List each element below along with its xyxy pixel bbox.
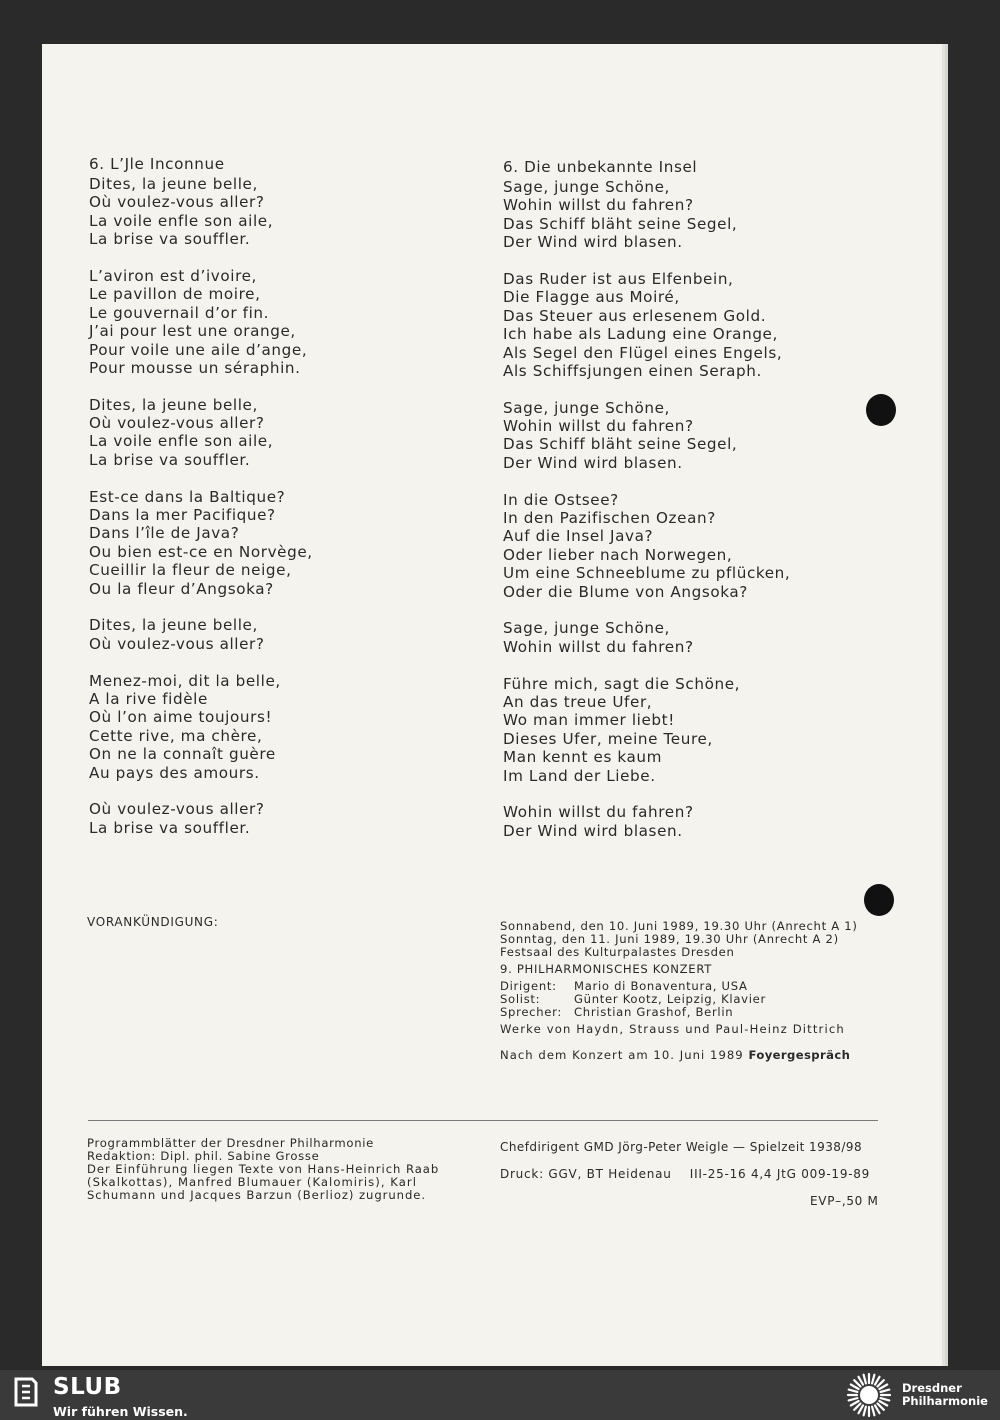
german-poem-line: Als Segel den Flügel eines Engels,: [503, 343, 783, 362]
french-poem-line: J’ai pour lest une orange,: [89, 322, 296, 341]
german-poem-line: Ich habe als Ladung eine Orange,: [503, 325, 778, 344]
date-line-2: Sonntag, den 11. Juni 1989, 19.30 Uhr (Anrecht A 2): [500, 932, 839, 946]
german-poem-stanza: [503, 619, 790, 656]
french-poem-line: Pour voile une aile d’ange,: [89, 340, 308, 359]
german-poem-line: In die Ostsee?: [503, 490, 619, 509]
french-poem-line: Au pays des amours.: [89, 763, 260, 782]
french-poem-line: Où voulez-vous aller?: [89, 414, 265, 433]
starburst-ray: [854, 1404, 860, 1410]
colophon-line-4: (Skalkottas), Manfred Blumauer (Kalomiris), Karl: [87, 1175, 417, 1189]
german-poem-line: Wohin willst du fahren?: [503, 637, 694, 656]
french-poem-line: Dites, la jeune belle,: [89, 395, 258, 414]
punch-hole-top: [866, 394, 896, 426]
german-poem-line: Um eine Schneeblume zu pflücken,: [503, 564, 791, 583]
german-poem-line: Wohin willst du fahren?: [503, 196, 694, 215]
starburst-ray: [879, 1401, 887, 1406]
punch-hole-bottom: [864, 884, 894, 916]
french-poem-line: Où l’on aime toujours!: [89, 708, 273, 727]
french-poem-stanza: [89, 175, 313, 249]
french-poem-line: Est-ce dans la Baltique?: [89, 487, 286, 506]
solist-value: Günter Kootz, Leipzig, Klavier: [574, 992, 766, 1006]
german-poem-stanza: [503, 178, 790, 252]
german-poem-line: Sage, junge Schöne,: [503, 178, 670, 196]
german-poem-line: An das treue Ufer,: [503, 692, 653, 711]
german-poem-line: Führe mich, sagt die Schöne,: [503, 674, 741, 693]
french-poem-line: Ou la fleur d’Angsoka?: [89, 579, 274, 598]
french-poem-line: A la rive fidèle: [89, 689, 208, 708]
french-poem-stanza: [89, 488, 313, 598]
french-poem-line: La brise va souffler.: [89, 230, 251, 249]
french-poem-line: On ne la connaît guère: [89, 745, 276, 764]
french-poem-line: Dites, la jeune belle,: [89, 616, 258, 635]
divider-rule: [88, 1120, 878, 1121]
solist-label: Solist:: [500, 992, 541, 1006]
german-poem-line: Oder die Blume von Angsoka?: [503, 582, 748, 601]
foyer-talk: Foyergespräch: [748, 1048, 851, 1062]
french-poem-line: Cueillir la fleur de neige,: [89, 561, 292, 580]
french-poem-line: La voile enfle son aile,: [89, 432, 274, 451]
after-concert-line: [500, 1049, 858, 1062]
french-poem-line: Le pavillon de moire,: [89, 285, 261, 304]
starburst-ray: [849, 1390, 858, 1392]
french-poem-line: Dans la mer Pacifique?: [89, 506, 276, 525]
starburst-ray: [879, 1385, 887, 1390]
price: EVP–,50 M: [810, 1194, 879, 1208]
starburst-ray: [864, 1407, 866, 1416]
french-poem-title: 6. L’Jle Inconnue: [89, 155, 225, 173]
announcement-label: VORANKÜNDIGUNG:: [87, 915, 219, 929]
german-poem-line: Auf die Insel Java?: [503, 527, 654, 546]
french-poem-line: Le gouvernail d’or fin.: [89, 303, 270, 322]
german-poem-line: Das Schiff bläht seine Segel,: [503, 435, 738, 454]
dirigent-value: Mario di Bonaventura, USA: [574, 979, 748, 993]
date-line-1: Sonnabend, den 10. Juni 1989, 19.30 Uhr (Anrecht A 1): [500, 919, 858, 933]
german-poem-stanza: [503, 270, 790, 380]
german-poem-line: Im Land der Liebe.: [503, 766, 656, 785]
french-poem-stanza: [89, 616, 313, 653]
german-poem-stanza: [503, 399, 790, 473]
starburst-logo-icon: [841, 1372, 897, 1418]
french-poem-line: Menez-moi, dit la belle,: [89, 671, 281, 690]
starburst-ray: [881, 1398, 890, 1400]
french-poem-line: Ou bien est-ce en Norvège,: [89, 542, 313, 561]
starburst-ray: [854, 1380, 860, 1386]
venue: Festsaal des Kulturpalastes Dresden: [500, 945, 735, 959]
french-poem-line: Pour mousse un séraphin.: [89, 358, 301, 377]
starburst-ray: [851, 1385, 859, 1390]
colophon-line-2: Redaktion: Dipl. phil. Sabine Grosse: [87, 1149, 320, 1163]
german-poem-line: Der Wind wird blasen.: [503, 453, 683, 472]
starburst-ray: [878, 1404, 884, 1410]
german-poem-line: Das Ruder ist aus Elfenbein,: [503, 269, 734, 288]
starburst-ray: [851, 1401, 859, 1406]
works-line: Werke von Haydn, Strauss und Paul-Heinz Dittrich: [500, 1022, 845, 1036]
french-poem-line: Dans l’île de Java?: [89, 524, 240, 543]
french-poem-line: La brise va souffler.: [89, 818, 251, 837]
starburst-ray: [872, 1407, 874, 1416]
chief-conductor-line: Chefdirigent GMD Jörg-Peter Weigle — Spielzeit 1938/98: [500, 1140, 863, 1154]
sprecher-label: Sprecher:: [500, 1005, 562, 1019]
slub-tagline: Wir führen Wissen.: [53, 1404, 188, 1419]
starburst-ray: [849, 1398, 858, 1400]
german-poem-stanza: [503, 675, 790, 785]
announcement-details: [500, 920, 858, 1062]
starburst-ray: [864, 1375, 866, 1384]
slub-name: SLUB: [53, 1374, 122, 1400]
german-poem-stanza: [503, 491, 790, 601]
starburst-ray: [881, 1390, 890, 1392]
starburst-ray: [875, 1405, 880, 1413]
french-poem-line: La brise va souffler.: [89, 450, 251, 469]
colophon-line-1: Programmblätter der Dresdner Philharmonie: [87, 1136, 375, 1150]
german-poem-line: Sage, junge Schöne,: [503, 398, 670, 417]
sprecher-row: [500, 1006, 858, 1019]
german-poem-line: Das Schiff bläht seine Segel,: [503, 214, 738, 233]
german-poem-line: Man kennt es kaum: [503, 748, 663, 767]
german-poem-line: Als Schiffsjungen einen Seraph.: [503, 361, 762, 380]
french-poem-line: Où voulez-vous aller?: [89, 634, 265, 653]
french-poem-line: L’aviron est d’ivoire,: [89, 266, 257, 285]
german-poem-line: Der Wind wird blasen.: [503, 233, 683, 252]
french-poem: [89, 153, 313, 837]
french-poem-line: La voile enfle son aile,: [89, 211, 274, 230]
partner-line-2: Philharmonie: [902, 1394, 988, 1408]
colophon-left: [87, 1137, 439, 1202]
german-poem-line: Die Flagge aus Moiré,: [503, 288, 680, 307]
print-line: Druck: GGV, BT Heidenau III-25-16 4,4 JtG 009-19-89: [500, 1167, 871, 1181]
partner-line-1: Dresdner: [902, 1381, 962, 1395]
german-poem-line: Wohin willst du fahren?: [503, 417, 694, 436]
german-poem-line: Das Steuer aus erlesenem Gold.: [503, 306, 767, 325]
german-poem-line: Oder lieber nach Norwegen,: [503, 545, 733, 564]
french-poem-line: Où voulez-vous aller?: [89, 193, 265, 212]
slub-logo-icon: [12, 1377, 40, 1407]
french-poem-line: Cette rive, ma chère,: [89, 726, 263, 745]
german-poem-line: Wohin willst du fahren?: [503, 803, 694, 822]
colophon-line-3: Der Einführung liegen Texte von Hans-Heinrich Raab: [87, 1162, 440, 1176]
after-concert-text: Nach dem Konzert am 10. Juni 1989: [500, 1048, 744, 1062]
german-poem-line: Wo man immer liebt!: [503, 711, 675, 730]
footer-bar: [0, 1370, 1000, 1420]
french-poem-line: Où voulez-vous aller?: [89, 800, 265, 819]
starburst-ray: [859, 1377, 864, 1385]
starburst-ray: [859, 1405, 864, 1413]
french-poem-stanza: [89, 267, 313, 377]
starburst-ray: [878, 1380, 884, 1386]
german-poem-title: 6. Die unbekannte Insel: [503, 158, 698, 176]
french-poem-stanza: [89, 672, 313, 782]
german-poem: [503, 156, 790, 840]
french-poem-stanza: [89, 396, 313, 470]
starburst-ray: [875, 1377, 880, 1385]
sprecher-value: Christian Grashof, Berlin: [574, 1005, 734, 1019]
french-poem-stanza: [89, 800, 313, 837]
german-poem-line: In den Pazifischen Ozean?: [503, 509, 716, 528]
german-poem-line: Dieses Ufer, meine Teure,: [503, 729, 713, 748]
german-poem-line: Sage, junge Schöne,: [503, 619, 670, 638]
colophon-line-5: Schumann und Jacques Barzun (Berlioz) zugrunde.: [87, 1188, 426, 1202]
starburst-ray: [872, 1375, 874, 1384]
german-poem-stanza: [503, 803, 790, 840]
dirigent-label: Dirigent:: [500, 979, 557, 993]
partner-name: [902, 1382, 988, 1408]
german-poem-line: Der Wind wird blasen.: [503, 821, 683, 840]
concert-title: 9. PHILHARMONISCHES KONZERT: [500, 962, 713, 976]
french-poem-line: Dites, la jeune belle,: [89, 175, 258, 193]
